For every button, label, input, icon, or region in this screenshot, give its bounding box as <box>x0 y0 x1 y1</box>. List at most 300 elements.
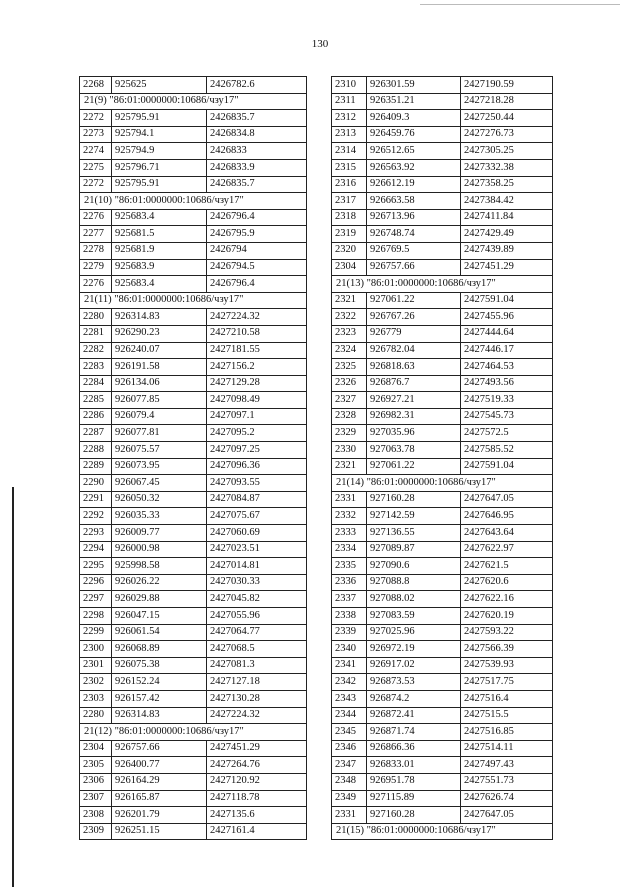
coord-x: 926951.78 <box>367 773 461 790</box>
point-number: 2303 <box>80 690 112 707</box>
coord-y: 2427439.89 <box>461 242 553 259</box>
point-number: 2272 <box>80 110 112 127</box>
point-row <box>80 541 307 558</box>
point-row <box>80 657 307 674</box>
point-row <box>80 807 307 824</box>
point-row <box>332 93 553 110</box>
coord-y: 2427620.19 <box>461 608 553 625</box>
coord-x: 926073.95 <box>112 458 207 475</box>
scan-edge-line <box>420 4 620 5</box>
coord-x: 927063.78 <box>367 442 461 459</box>
coord-x: 926191.58 <box>112 359 207 376</box>
coord-x: 925681.5 <box>112 226 207 243</box>
coord-x: 926866.36 <box>367 740 461 757</box>
point-number: 2295 <box>80 558 112 575</box>
point-row <box>332 259 553 276</box>
coord-x: 926061.54 <box>112 624 207 641</box>
coord-y: 2427646.95 <box>461 508 553 525</box>
coord-x: 927160.28 <box>367 807 461 824</box>
point-row <box>332 624 553 641</box>
coord-x: 927089.87 <box>367 541 461 558</box>
point-number: 2287 <box>80 425 112 442</box>
coord-x: 926563.92 <box>367 159 461 176</box>
point-row <box>80 209 307 226</box>
coord-y: 2427539.93 <box>461 657 553 674</box>
point-row <box>80 558 307 575</box>
point-row <box>332 674 553 691</box>
point-row <box>332 375 553 392</box>
coord-x: 927061.22 <box>367 292 461 309</box>
point-row <box>80 242 307 259</box>
coord-y: 2427647.05 <box>461 491 553 508</box>
coord-y: 2427224.32 <box>207 707 307 724</box>
coord-y: 2427064.77 <box>207 624 307 641</box>
coord-x: 926000.98 <box>112 541 207 558</box>
coord-y: 2426782.6 <box>207 77 307 94</box>
point-number: 2313 <box>332 126 367 143</box>
point-number: 2274 <box>80 143 112 160</box>
coord-x: 926026.22 <box>112 574 207 591</box>
coord-y: 2427129.28 <box>207 375 307 392</box>
coord-x: 926713.96 <box>367 209 461 226</box>
coord-x: 927160.28 <box>367 491 461 508</box>
page-number: 130 <box>311 38 329 50</box>
point-number: 2306 <box>80 773 112 790</box>
point-row <box>332 176 553 193</box>
point-number: 2308 <box>80 807 112 824</box>
point-number: 2331 <box>332 807 367 824</box>
coord-x: 926400.77 <box>112 757 207 774</box>
coord-x: 926068.89 <box>112 641 207 658</box>
coord-y: 2427276.73 <box>461 126 553 143</box>
point-number: 2286 <box>80 408 112 425</box>
point-row <box>332 657 553 674</box>
point-number: 2288 <box>80 442 112 459</box>
point-row <box>80 641 307 658</box>
point-row <box>332 209 553 226</box>
coord-y: 2427451.29 <box>461 259 553 276</box>
coord-x: 926050.32 <box>112 491 207 508</box>
point-row <box>332 707 553 724</box>
coord-y: 2426794 <box>207 242 307 259</box>
coord-y: 2427585.52 <box>461 442 553 459</box>
point-row <box>80 359 307 376</box>
coord-x: 926077.85 <box>112 392 207 409</box>
coord-x: 926873.53 <box>367 674 461 691</box>
point-row <box>332 392 553 409</box>
coord-y: 2427551.73 <box>461 773 553 790</box>
coord-x: 926927.21 <box>367 392 461 409</box>
coord-x: 927083.59 <box>367 608 461 625</box>
point-row <box>80 259 307 276</box>
point-row <box>332 309 553 326</box>
coord-x: 926767.26 <box>367 309 461 326</box>
point-number: 2279 <box>80 259 112 276</box>
coord-x: 926314.83 <box>112 707 207 724</box>
coord-x: 925796.71 <box>112 159 207 176</box>
coord-x: 926833.01 <box>367 757 461 774</box>
coord-y: 2427626.74 <box>461 790 553 807</box>
coord-x: 927090.6 <box>367 558 461 575</box>
point-number: 2344 <box>332 707 367 724</box>
coord-y: 2427093.55 <box>207 475 307 492</box>
point-row <box>80 276 307 293</box>
point-number: 2292 <box>80 508 112 525</box>
point-number: 2290 <box>80 475 112 492</box>
coord-y: 2426833 <box>207 143 307 160</box>
point-row <box>332 525 553 542</box>
point-number: 2307 <box>80 790 112 807</box>
point-number: 2314 <box>332 143 367 160</box>
parcel-header-row <box>80 724 307 741</box>
point-row <box>80 740 307 757</box>
coord-y: 2427517.75 <box>461 674 553 691</box>
parcel-header: 21(13) "86:01:0000000:10686/чзу17" <box>332 276 553 293</box>
point-row <box>332 143 553 160</box>
point-row <box>80 574 307 591</box>
coord-y: 2427643.64 <box>461 525 553 542</box>
coord-y: 2426796.4 <box>207 276 307 293</box>
point-number: 2336 <box>332 574 367 591</box>
coord-y: 2427305.25 <box>461 143 553 160</box>
point-number: 2276 <box>80 209 112 226</box>
coord-x: 925794.1 <box>112 126 207 143</box>
coord-x: 926972.19 <box>367 641 461 658</box>
coord-x: 925795.91 <box>112 110 207 127</box>
parcel-header-row <box>332 475 553 492</box>
coord-x: 926612.19 <box>367 176 461 193</box>
parcel-header: 21(14) "86:01:0000000:10686/чзу17" <box>332 475 553 492</box>
coord-x: 926290.23 <box>112 325 207 342</box>
point-row <box>332 226 553 243</box>
coord-y: 2427218.28 <box>461 93 553 110</box>
coord-x: 926782.04 <box>367 342 461 359</box>
coord-y: 2427591.04 <box>461 292 553 309</box>
coord-y: 2427545.73 <box>461 408 553 425</box>
coord-x: 926009.77 <box>112 525 207 542</box>
point-number: 2304 <box>332 259 367 276</box>
coord-x: 925683.9 <box>112 259 207 276</box>
point-number: 2331 <box>332 491 367 508</box>
coord-y: 2427497.43 <box>461 757 553 774</box>
coord-y: 2427519.33 <box>461 392 553 409</box>
point-row <box>332 641 553 658</box>
parcel-header-row <box>332 276 553 293</box>
point-number: 2340 <box>332 641 367 658</box>
point-row <box>332 77 553 94</box>
coord-y: 2427210.58 <box>207 325 307 342</box>
coord-y: 2426833.9 <box>207 159 307 176</box>
point-number: 2320 <box>332 242 367 259</box>
coord-y: 2427332.38 <box>461 159 553 176</box>
coord-x: 927035.96 <box>367 425 461 442</box>
point-row <box>332 591 553 608</box>
point-number: 2289 <box>80 458 112 475</box>
coord-y: 2426794.5 <box>207 259 307 276</box>
point-number: 2319 <box>332 226 367 243</box>
coord-x: 926876.7 <box>367 375 461 392</box>
parcel-header: 21(12) "86:01:0000000:10686/чзу17" <box>80 724 307 741</box>
coord-y: 2427384.42 <box>461 193 553 210</box>
coord-x: 926301.59 <box>367 77 461 94</box>
point-number: 2324 <box>332 342 367 359</box>
coord-x: 926757.66 <box>367 259 461 276</box>
coord-x: 927061.22 <box>367 458 461 475</box>
point-number: 2301 <box>80 657 112 674</box>
coord-y: 2427620.6 <box>461 574 553 591</box>
point-number: 2330 <box>332 442 367 459</box>
point-row <box>80 442 307 459</box>
point-number: 2321 <box>332 292 367 309</box>
point-number: 2328 <box>332 408 367 425</box>
coord-x: 926075.57 <box>112 442 207 459</box>
point-row <box>332 193 553 210</box>
coord-y: 2427161.4 <box>207 823 307 840</box>
coord-y: 2427120.92 <box>207 773 307 790</box>
coord-x: 926663.58 <box>367 193 461 210</box>
point-row <box>80 525 307 542</box>
parcel-header-row <box>80 292 307 309</box>
point-row <box>80 624 307 641</box>
point-row <box>80 309 307 326</box>
coord-x: 925795.91 <box>112 176 207 193</box>
coord-x: 926351.21 <box>367 93 461 110</box>
coord-x: 926871.74 <box>367 724 461 741</box>
point-row <box>80 823 307 840</box>
point-row <box>80 458 307 475</box>
coord-y: 2427023.51 <box>207 541 307 558</box>
parcel-header: 21(15) "86:01:0000000:10686/чзу17" <box>332 823 553 840</box>
coord-x: 926079.4 <box>112 408 207 425</box>
point-row <box>80 591 307 608</box>
coord-y: 2427250.44 <box>461 110 553 127</box>
coord-y: 2426835.7 <box>207 110 307 127</box>
coord-y: 2427081.3 <box>207 657 307 674</box>
point-row <box>332 491 553 508</box>
point-row <box>80 475 307 492</box>
point-number: 2342 <box>332 674 367 691</box>
point-row <box>80 491 307 508</box>
coord-x: 925998.58 <box>112 558 207 575</box>
point-row <box>80 757 307 774</box>
coord-y: 2427516.4 <box>461 690 553 707</box>
point-row <box>80 375 307 392</box>
coord-x: 925683.4 <box>112 209 207 226</box>
margin-mark <box>12 487 14 887</box>
point-number: 2323 <box>332 325 367 342</box>
point-row <box>80 77 307 94</box>
point-number: 2268 <box>80 77 112 94</box>
coord-y: 2427515.5 <box>461 707 553 724</box>
coord-x: 925625 <box>112 77 207 94</box>
coordinates-table-left <box>79 76 307 840</box>
point-row <box>332 740 553 757</box>
point-number: 2291 <box>80 491 112 508</box>
point-number: 2281 <box>80 325 112 342</box>
point-row <box>332 242 553 259</box>
coord-x: 926152.24 <box>112 674 207 691</box>
coord-x: 926917.02 <box>367 657 461 674</box>
point-row <box>332 574 553 591</box>
coord-x: 926314.83 <box>112 309 207 326</box>
coord-y: 2427514.11 <box>461 740 553 757</box>
point-row <box>80 110 307 127</box>
coord-x: 925681.9 <box>112 242 207 259</box>
coord-y: 2427411.84 <box>461 209 553 226</box>
coord-x: 926748.74 <box>367 226 461 243</box>
coord-y: 2427055.96 <box>207 608 307 625</box>
coord-x: 926818.63 <box>367 359 461 376</box>
coord-y: 2427045.82 <box>207 591 307 608</box>
coord-x: 926157.42 <box>112 690 207 707</box>
point-number: 2326 <box>332 375 367 392</box>
point-row <box>80 790 307 807</box>
coord-x: 926077.81 <box>112 425 207 442</box>
point-row <box>332 408 553 425</box>
point-number: 2277 <box>80 226 112 243</box>
point-row <box>80 773 307 790</box>
point-number: 2300 <box>80 641 112 658</box>
point-number: 2348 <box>332 773 367 790</box>
point-number: 2276 <box>80 276 112 293</box>
point-row <box>332 110 553 127</box>
point-number: 2278 <box>80 242 112 259</box>
point-row <box>332 126 553 143</box>
point-row <box>80 176 307 193</box>
coord-x: 926512.65 <box>367 143 461 160</box>
coord-y: 2427429.49 <box>461 226 553 243</box>
point-row <box>332 757 553 774</box>
point-number: 2343 <box>332 690 367 707</box>
point-row <box>332 342 553 359</box>
point-row <box>332 773 553 790</box>
coord-y: 2427464.53 <box>461 359 553 376</box>
coord-x: 926134.06 <box>112 375 207 392</box>
point-number: 2304 <box>80 740 112 757</box>
point-row <box>80 342 307 359</box>
coord-y: 2427156.2 <box>207 359 307 376</box>
point-number: 2294 <box>80 541 112 558</box>
coord-y: 2427572.5 <box>461 425 553 442</box>
point-number: 2312 <box>332 110 367 127</box>
point-number: 2334 <box>332 541 367 558</box>
point-number: 2322 <box>332 309 367 326</box>
point-number: 2302 <box>80 674 112 691</box>
coordinates-table-right <box>331 76 553 840</box>
coord-y: 2427135.6 <box>207 807 307 824</box>
point-row <box>332 292 553 309</box>
point-row <box>80 608 307 625</box>
point-row <box>80 126 307 143</box>
coord-y: 2427516.85 <box>461 724 553 741</box>
point-number: 2317 <box>332 193 367 210</box>
point-number: 2347 <box>332 757 367 774</box>
point-number: 2346 <box>332 740 367 757</box>
coord-x: 926164.29 <box>112 773 207 790</box>
parcel-header-row <box>80 193 307 210</box>
coord-x: 926872.41 <box>367 707 461 724</box>
point-row <box>80 508 307 525</box>
coord-y: 2427455.96 <box>461 309 553 326</box>
point-number: 2296 <box>80 574 112 591</box>
point-number: 2305 <box>80 757 112 774</box>
coord-x: 927115.89 <box>367 790 461 807</box>
point-number: 2318 <box>332 209 367 226</box>
coord-y: 2427566.39 <box>461 641 553 658</box>
coord-y: 2427358.25 <box>461 176 553 193</box>
point-number: 2297 <box>80 591 112 608</box>
point-row <box>80 425 307 442</box>
coord-x: 927088.02 <box>367 591 461 608</box>
coord-y: 2427622.97 <box>461 541 553 558</box>
coord-y: 2427068.5 <box>207 641 307 658</box>
coord-y: 2427118.78 <box>207 790 307 807</box>
point-row <box>80 325 307 342</box>
coord-y: 2427621.5 <box>461 558 553 575</box>
point-number: 2335 <box>332 558 367 575</box>
point-row <box>332 790 553 807</box>
coord-x: 926982.31 <box>367 408 461 425</box>
point-row <box>80 674 307 691</box>
coord-x: 926251.15 <box>112 823 207 840</box>
coord-x: 926047.15 <box>112 608 207 625</box>
coord-y: 2427224.32 <box>207 309 307 326</box>
coord-x: 926459.76 <box>367 126 461 143</box>
point-row <box>332 690 553 707</box>
point-number: 2273 <box>80 126 112 143</box>
point-row <box>332 558 553 575</box>
point-number: 2311 <box>332 93 367 110</box>
point-number: 2298 <box>80 608 112 625</box>
coord-x: 927025.96 <box>367 624 461 641</box>
coord-y: 2427097.1 <box>207 408 307 425</box>
coord-y: 2426795.9 <box>207 226 307 243</box>
coord-x: 927142.59 <box>367 508 461 525</box>
point-number: 2325 <box>332 359 367 376</box>
point-row <box>332 807 553 824</box>
point-number: 2327 <box>332 392 367 409</box>
point-number: 2329 <box>332 425 367 442</box>
point-row <box>332 608 553 625</box>
coord-y: 2427060.69 <box>207 525 307 542</box>
point-row <box>332 724 553 741</box>
coord-y: 2427591.04 <box>461 458 553 475</box>
point-row <box>80 690 307 707</box>
point-row <box>332 359 553 376</box>
coord-y: 2427075.67 <box>207 508 307 525</box>
coord-y: 2427030.33 <box>207 574 307 591</box>
parcel-header: 21(10) "86:01:0000000:10686/чзу17" <box>80 193 307 210</box>
coord-y: 2426796.4 <box>207 209 307 226</box>
point-number: 2338 <box>332 608 367 625</box>
coord-x: 926029.88 <box>112 591 207 608</box>
point-row <box>80 159 307 176</box>
coord-y: 2427444.64 <box>461 325 553 342</box>
coord-x: 926075.38 <box>112 657 207 674</box>
coord-y: 2427095.2 <box>207 425 307 442</box>
coord-y: 2427014.81 <box>207 558 307 575</box>
coord-y: 2427084.87 <box>207 491 307 508</box>
point-number: 2316 <box>332 176 367 193</box>
point-row <box>332 458 553 475</box>
point-number: 2285 <box>80 392 112 409</box>
coord-x: 926874.2 <box>367 690 461 707</box>
point-number: 2337 <box>332 591 367 608</box>
point-row <box>332 159 553 176</box>
point-number: 2341 <box>332 657 367 674</box>
point-number: 2280 <box>80 707 112 724</box>
point-row <box>332 425 553 442</box>
